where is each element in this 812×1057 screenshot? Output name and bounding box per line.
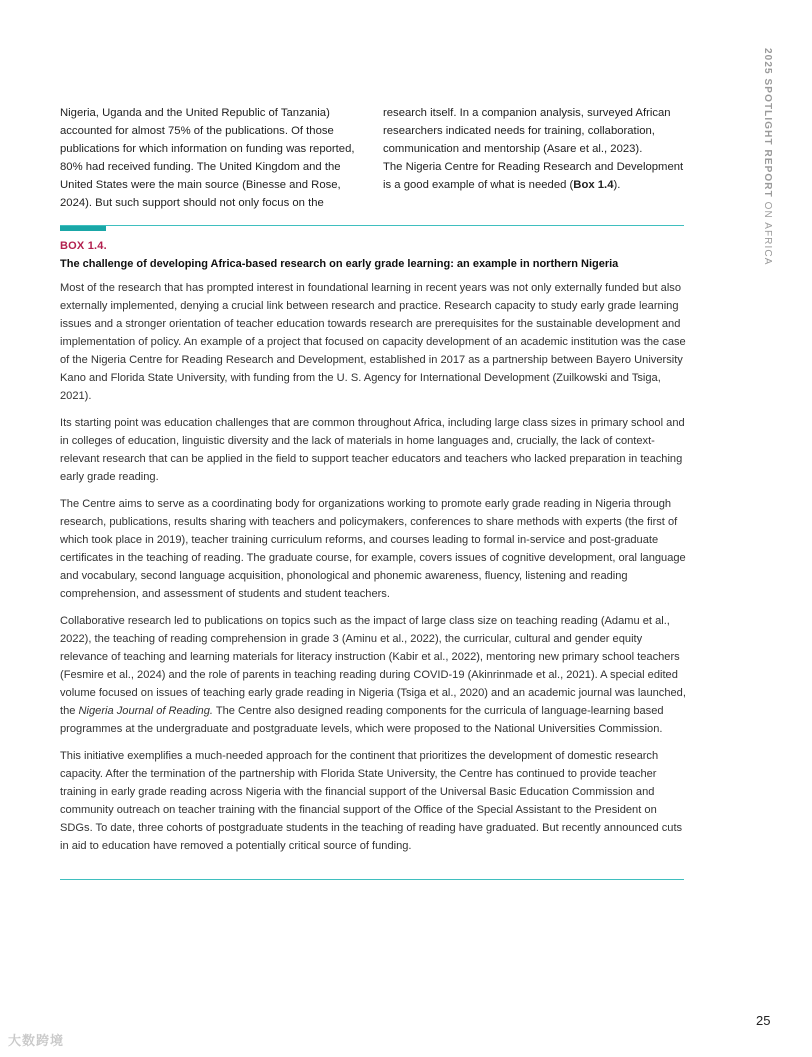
intro-right-text-post: ). — [613, 179, 621, 191]
intro-left-column — [60, 104, 368, 212]
watermark-logo: 大数跨境 — [8, 1033, 65, 1048]
side-title-bold: 2025 SPOTLIGHT REPORT — [762, 48, 773, 198]
intro-left-paragraph: Nigeria, Uganda and the United Republic of Tanzania) accounted for almost 75% of the publications. Of those publications for which information on funding was reported, 80% had received funding. The United Kingdom and the United States were the main source (Binesse and Rose, 2024). But such support should not only focus on the — [60, 107, 355, 209]
box-paragraph-4-post: The Centre also designed reading components for the curricula of language-learning based programmes at the undergraduate and postgraduate levels, which were proposed to the National Universities Commission. — [60, 705, 664, 735]
intro-right-paragraph-1: research itself. In a companion analysis, surveyed African researchers indicated needs for training, collaboration, communication and mentorship (Asare et al., 2023). — [383, 107, 671, 155]
journal-title: Nigeria Journal of Reading. — [78, 705, 213, 717]
box-reference: Box 1.4 — [573, 179, 614, 191]
box-bottom-rule — [60, 879, 684, 880]
box-paragraph-5: This initiative exemplifies a much-needed approach for the continent that prioritizes the development of domestic research capacity. After the termination of the partnership with Florida State University, the Centre has continued to provide teacher training in early grade reading across Nigeria with the financial support of the Universal Basic Education Commission and community outreach on teacher training with the financial support of the Office of the Special Assistant to the President on SDGs. To date, three cohorts of postgraduate students in the teaching of reading have graduated. But recently announced cuts in aid to education have removed a potentially critical source of funding. — [60, 750, 683, 852]
box-paragraph-3: The Centre aims to serve as a coordinating body for organizations working to promote early grade reading in Nigeria through research, publications, results sharing with teachers and policymakers, conferences to share methods with experts (the first of which took place in 2019), teacher training curriculum reforms, and courses leading to formal in-service and post-graduate certificates in the teaching of reading. The graduate course, for example, covers issues of cognitive development, oral language and vocabulary, second language acquisition, phonological and phonemic awareness, fluency, listening and reading comprehension, and assessment of students and student teachers. — [60, 498, 686, 600]
side-title-light: ON AFRICA — [762, 197, 773, 266]
box-paragraph-1: Most of the research that has prompted interest in foundational learning in recent years was not only externally funded but also externally implemented, denying a crucial link between research and practice. Research capacity to study early grade learning issues and a stronger orientation of teacher education towards research are prerequisites for the sustainable development and implementation of policy. An example of a project that focused on capacity development of an academic institution was the case of the Nigeria Centre for Reading Research and Development, established in 2017 as a partnership between Bayero University Kano and Florida State University, with funding from the U. S. Agency for International Development (Zuilkowski and Tsiga, 2021). — [60, 282, 686, 402]
report-side-title — [757, 48, 773, 266]
page-number: 25 — [756, 1013, 771, 1028]
box-accent-bar — [60, 226, 106, 231]
box-paragraph-4-pre: Collaborative research led to publications on topics such as the impact of large class size on teaching reading (Adamu et al., 2022), the teaching of reading comprehension in grade 3 (Aminu et al., 2022), the curricular, cultural and gender equity relevance of teaching and learning materials for literacy instruction (Kabir et al., 2022), mentoring new primary school teachers (Fesmire et al., 2024) and the role of parents in teaching reading during COVID-19 (Akinrinmade et al., 2021). A special edited volume focused on issues of teaching early grade reading in Nigeria (Tsiga et al., 2020) and an academic journal was launched, the — [60, 615, 686, 717]
intro-right-column — [383, 104, 688, 194]
box-heading: The challenge of developing Africa-based research on early grade learning: an example in northern Nigeria — [60, 258, 619, 270]
box-label: BOX 1.4. — [60, 240, 107, 252]
intro-right-text-pre: The Nigeria Centre for Reading Research and Development is a good example of what is needed ( — [383, 161, 684, 191]
intro-right-paragraph-2 — [383, 158, 688, 194]
box-top-rule — [60, 225, 684, 226]
box-body — [60, 279, 690, 864]
box-paragraph-4 — [60, 612, 690, 738]
box-paragraph-2: Its starting point was education challenges that are common throughout Africa, including large class sizes in primary school and in colleges of education, linguistic diversity and the lack of materials in home languages and, crucially, the lack of context-relevant research that can be applied in the field to support teacher educators and teachers who lacked preparation in teaching early grade reading. — [60, 417, 685, 483]
